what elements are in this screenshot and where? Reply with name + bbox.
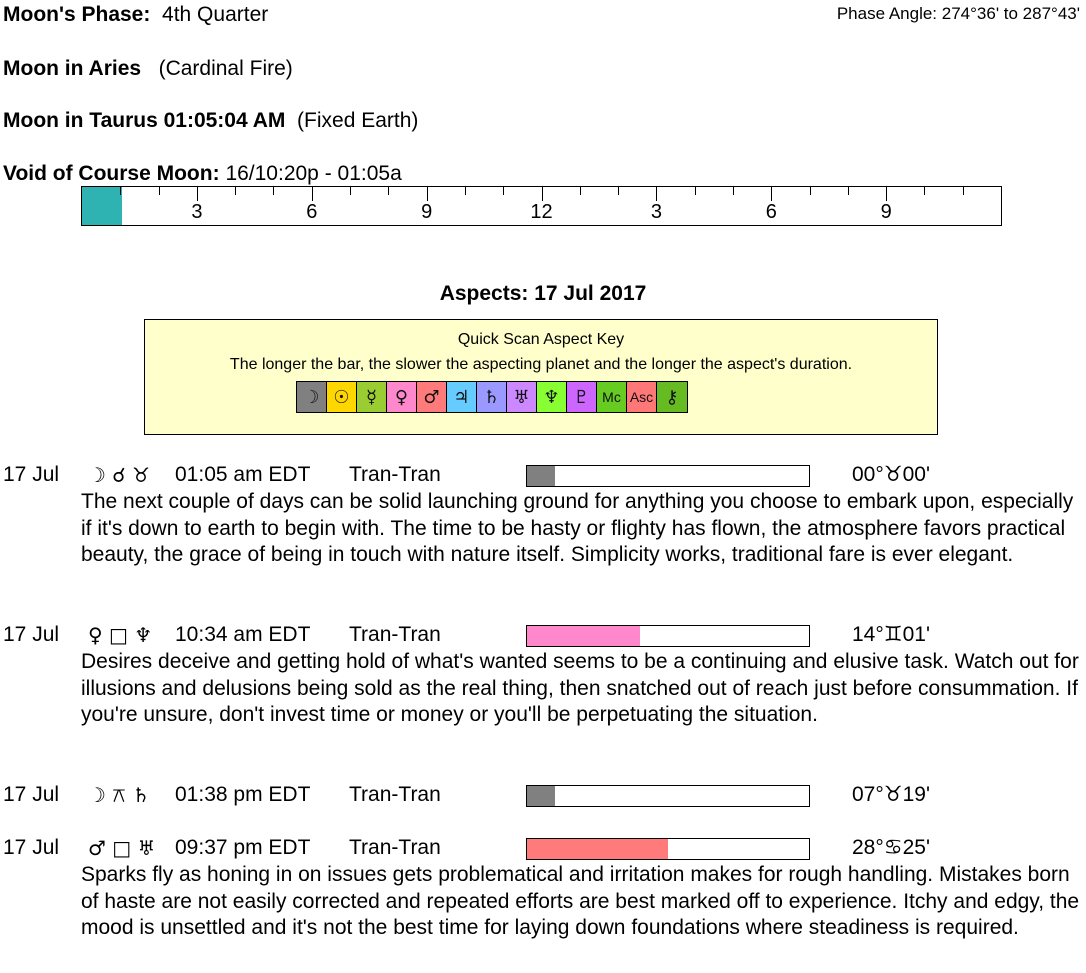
timeline-tick [618, 187, 619, 195]
timeline-label: 3 [191, 201, 203, 223]
void-of-course-value: 16/10:20p - 01:05a [225, 162, 402, 185]
pluto-icon: ♇ [567, 382, 597, 412]
timeline-tick [924, 187, 925, 195]
aspect-duration-bar [526, 838, 810, 860]
sun-icon: ☉ [327, 382, 357, 412]
timeline-tick [350, 187, 351, 195]
aspect-date: 17 Jul [3, 623, 60, 646]
aspect-date: 17 Jul [3, 836, 60, 859]
timeline-tick [886, 187, 887, 201]
timeline-void-fill [82, 187, 122, 225]
aspect-key-title: Quick Scan Aspect Key [457, 331, 625, 348]
aspect-position: 28°♋25' [852, 836, 930, 859]
timeline-tick [120, 187, 121, 195]
moon-ingress-value: (Fixed Earth) [297, 109, 419, 132]
void-of-course-line [3, 162, 402, 186]
aspect-symbols: ♂ □ ♅ [88, 836, 156, 860]
timeline-tick [848, 187, 849, 195]
timeline-tick [312, 187, 313, 201]
void-of-course-timeline [81, 186, 1002, 226]
moon-icon: ☽ [297, 382, 327, 412]
aspect-type: Tran-Tran [349, 783, 441, 806]
saturn-icon: ♄ [477, 382, 507, 412]
moon-sign-line [3, 57, 293, 81]
moon-phase-line [3, 3, 268, 27]
void-of-course-label: Void of Course Moon: [3, 162, 220, 185]
aspect-time: 01:38 pm EDT [175, 783, 311, 806]
phase-angle: Phase Angle: 274°36' to 287°43' [836, 4, 1080, 23]
aspect-duration-fill [527, 839, 668, 859]
chiron-icon: ⚷ [657, 382, 687, 412]
mars-icon: ♂ [417, 382, 447, 412]
aspect-type: Tran-Tran [349, 836, 441, 859]
aspect-key-box [144, 319, 938, 435]
aspect-duration-fill [527, 786, 555, 806]
timeline-tick [503, 187, 504, 195]
aspect-date: 17 Jul [3, 463, 60, 486]
timeline-label: 12 [530, 201, 553, 223]
aspect-time: 01:05 am EDT [175, 463, 311, 486]
aspects-title: Aspects: 17 Jul 2017 [439, 282, 647, 305]
moon-ingress-label: Moon in Taurus 01:05:04 AM [3, 109, 286, 132]
timeline-tick [465, 187, 466, 195]
moon-phase-value: 4th Quarter [162, 3, 269, 26]
aspect-duration-bar [526, 465, 810, 487]
moon-sign-value: (Cardinal Fire) [158, 57, 293, 80]
aspect-key-swatches [296, 381, 688, 413]
timeline-label: 3 [650, 201, 662, 223]
aspect-description: The next couple of days can be solid launching ground for anything you choose to embark upon, especially if it's down to earth to begin with. The time to be hasty or flighty has flown, the atmosphere favors practical beauty, the grace of being in touch with nature itself. Simplicity works, traditional fare is ever elegant. [81, 490, 1074, 566]
aspect-symbols: ♀ □ ♆ [88, 623, 153, 647]
mercury-icon: ☿ [357, 382, 387, 412]
aspect-symbols: ☽ ⚻ ♄ [88, 783, 150, 807]
timeline-tick [427, 187, 428, 201]
timeline-label: 9 [421, 201, 433, 223]
aspect-duration-fill [527, 466, 555, 486]
timeline-tick [273, 187, 274, 195]
aspect-duration-fill [527, 626, 640, 646]
timeline-tick [695, 187, 696, 195]
timeline-tick [235, 187, 236, 195]
timeline-tick [656, 187, 657, 201]
timeline-tick [963, 187, 964, 195]
timeline-label: 9 [880, 201, 892, 223]
aspect-type: Tran-Tran [349, 463, 441, 486]
timeline-tick [580, 187, 581, 195]
timeline-tick [542, 187, 543, 201]
jupiter-icon: ♃ [447, 382, 477, 412]
aspect-description: Sparks fly as honing in on issues gets problematical and irritation makes for rough handling. Mistakes born of haste are not easily corrected and repeated efforts are best marked off to experience. Itchy and edgy, the mood is unsettled and it's not the best time for laying down foundations where steadiness is required. [81, 863, 1080, 939]
timeline-tick [159, 187, 160, 195]
ascendant-icon: Asc [627, 382, 657, 412]
timeline-tick [733, 187, 734, 195]
aspect-time: 09:37 pm EDT [175, 836, 311, 859]
venus-icon: ♀ [387, 382, 417, 412]
moon-phase-label: Moon's Phase: [3, 3, 151, 26]
midheaven-icon: Mc [597, 382, 627, 412]
timeline-tick [810, 187, 811, 195]
timeline-label: 6 [765, 201, 777, 223]
aspect-symbols: ☽ ☌ ♉ [88, 463, 151, 487]
aspect-type: Tran-Tran [349, 623, 441, 646]
neptune-icon: ♆ [537, 382, 567, 412]
timeline-tick [388, 187, 389, 195]
aspect-time: 10:34 am EDT [175, 623, 311, 646]
aspect-duration-bar [526, 625, 810, 647]
aspect-position: 00°♉00' [852, 463, 930, 486]
timeline-tick [771, 187, 772, 201]
aspect-duration-bar [526, 785, 810, 807]
moon-sign-label: Moon in Aries [3, 57, 142, 80]
aspect-position: 14°♊01' [852, 623, 930, 646]
aspect-position: 07°♉19' [852, 783, 930, 806]
aspect-key-description: The longer the bar, the slower the aspecting planet and the longer the aspect's duration. [229, 356, 853, 373]
aspect-description: Desires deceive and getting hold of what's wanted seems to be a continuing and elusive task. Watch out for illusions and delusions being sold as the real thing, then snatched out of reach just before consummation. If you're unsure, don't invest time or money or you'll be perpetuating the situation. [81, 650, 1079, 726]
timeline-label: 6 [306, 201, 318, 223]
aspect-date: 17 Jul [3, 783, 60, 806]
moon-ingress-line [3, 109, 418, 133]
timeline-tick [197, 187, 198, 201]
uranus-icon: ♅ [507, 382, 537, 412]
